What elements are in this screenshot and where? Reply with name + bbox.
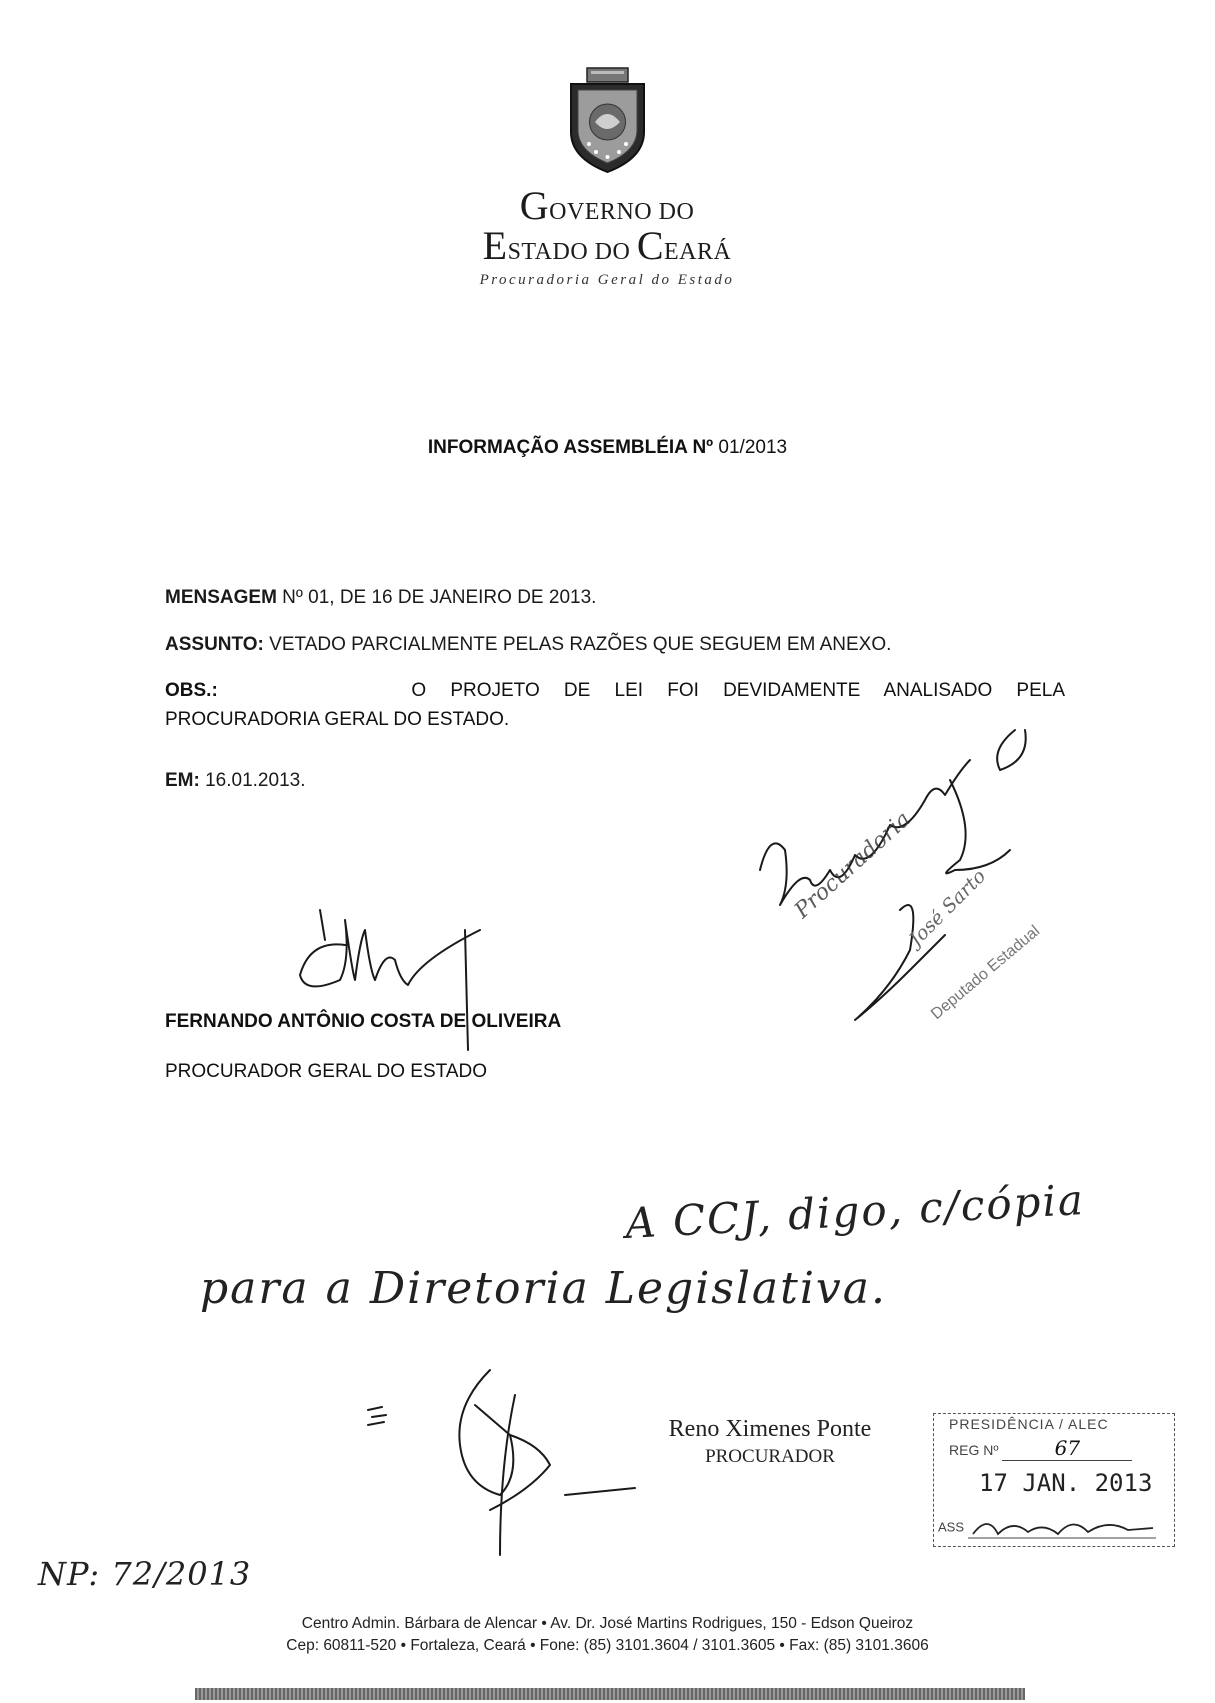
letterhead-line-1: GOVERNO DO: [519, 183, 695, 228]
document-heading: INFORMAÇÃO ASSEMBLÉIA Nº 01/2013: [427, 437, 788, 458]
procurador-name: Reno Ximenes Ponte: [668, 1416, 872, 1442]
obs-line-1: OBS.: O PROJETO DE LEI FOI DEVIDAMENTE ANALISADO PELA: [165, 680, 1066, 701]
signatory-name: FERNANDO ANTÔNIO COSTA DE OLIVEIRA: [165, 1011, 562, 1032]
deputy-stamp-name: José Sarto: [905, 865, 991, 951]
np-reference: NP: 72/2013: [38, 1555, 252, 1593]
footer-bar: [195, 1688, 1025, 1700]
stamp-reg: REG Nº 67: [949, 1436, 1132, 1461]
stamp-date: 17 JAN. 2013: [979, 1469, 1153, 1497]
footer-address-line-2: Cep: 60811-520 • Fortaleza, Ceará • Fone: (85) 3101.3604 / 3101.3605 • Fax: (85) 3101.3606: [286, 1637, 929, 1654]
footer-address-line-1: Centro Admin. Bárbara de Alencar • Av. Dr. José Martins Rodrigues, 150 - Edson Queiroz: [301, 1615, 914, 1632]
stamp-ass: ASS: [938, 1514, 1158, 1542]
signatory-title: PROCURADOR GERAL DO ESTADO: [165, 1061, 487, 1082]
letterhead-subtitle: Procuradoria Geral do Estado: [479, 272, 735, 288]
stamp-header: PRESIDÊNCIA / ALEC: [949, 1416, 1109, 1432]
stamp-signature-scribble: [968, 1514, 1158, 1542]
mensagem-line: MENSAGEM Nº 01, DE 16 DE JANEIRO DE 2013.: [165, 587, 597, 608]
reno-signature-scribble: [360, 1365, 680, 1565]
handwritten-dispatch-line-1: A CCJ, digo, c/cópia: [624, 1174, 1087, 1249]
reception-stamp: [933, 1413, 1175, 1547]
em-date-line: EM: 16.01.2013.: [165, 770, 306, 791]
state-coat-of-arms-emblem: [565, 66, 650, 176]
deputy-stamp-title: Deputado Estadual: [928, 922, 1044, 1024]
diagonal-note-text: Procuradoria: [790, 806, 916, 924]
letterhead-line-2: ESTADO DO CEARÁ: [482, 223, 732, 268]
procurador-title: PROCURADOR: [705, 1446, 835, 1467]
procuradoria-diagonal-scribble: [760, 720, 1070, 1040]
handwritten-dispatch-line-2: para a Diretoria Legislativa.: [200, 1263, 887, 1314]
obs-line-2: PROCURADORIA GERAL DO ESTADO.: [165, 709, 510, 730]
assunto-line: ASSUNTO: VETADO PARCIALMENTE PELAS RAZÕES QUE SEGUEM EM ANEXO.: [165, 634, 892, 655]
